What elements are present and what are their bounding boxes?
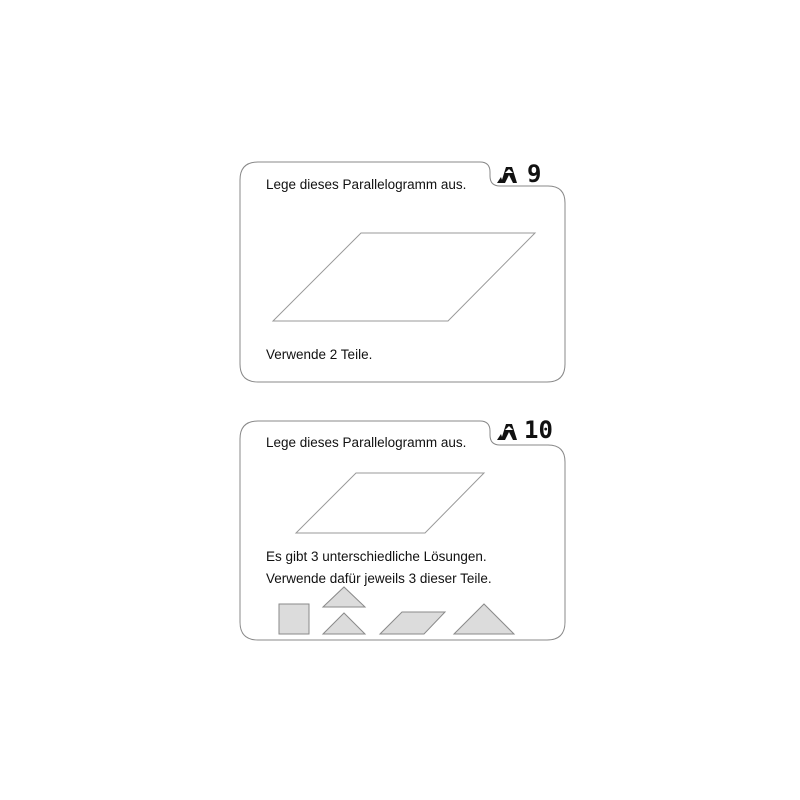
card-note: Verwende 2 Teile. — [266, 347, 373, 362]
card-note-line2: Verwende dafür jeweils 3 dieser Teile. — [266, 571, 492, 586]
tangram-figure-icon — [497, 167, 517, 183]
piece-small-triangle — [323, 587, 365, 607]
piece-square — [279, 604, 309, 634]
tangram-figure-icon — [497, 424, 517, 440]
piece-parallelogram — [380, 612, 445, 634]
piece-small-triangle — [323, 613, 365, 634]
card-note-line1: Es gibt 3 unterschiedliche Lösungen. — [266, 549, 487, 564]
card-number: 10 — [524, 416, 553, 444]
card-instruction: Lege dieses Parallelogramm aus. — [266, 435, 467, 450]
target-parallelogram — [273, 233, 535, 321]
card-number: 9 — [527, 160, 542, 188]
piece-medium-triangle — [454, 604, 514, 634]
target-parallelogram — [296, 473, 484, 533]
card-instruction: Lege dieses Parallelogramm aus. — [266, 177, 467, 192]
